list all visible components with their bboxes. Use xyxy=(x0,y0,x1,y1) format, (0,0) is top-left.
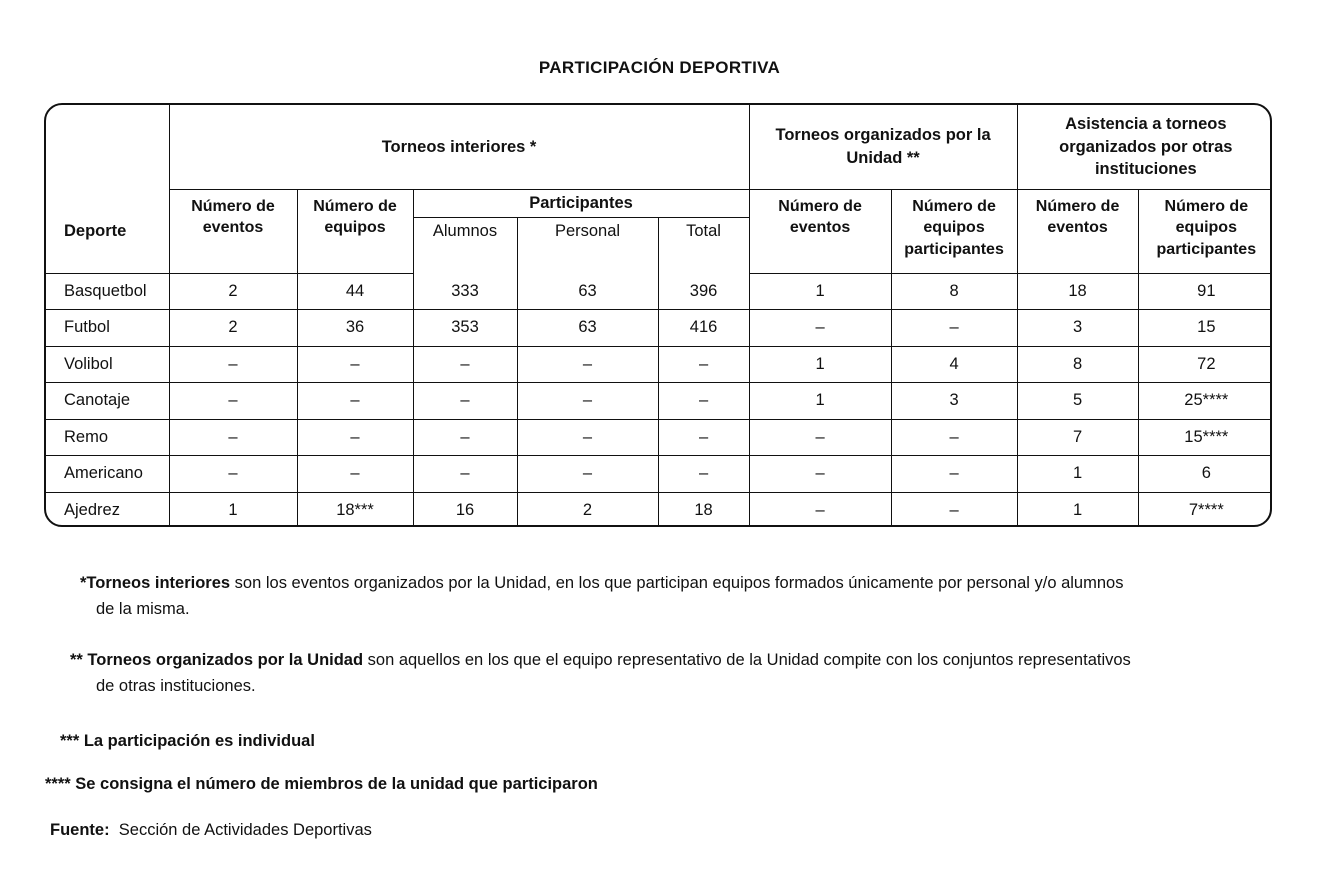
cell-ti-equipos: 36 xyxy=(297,310,413,347)
cell-as-eventos: 5 xyxy=(1017,383,1138,420)
header-asistencia: Asistencia a torneos organizados por otras instituciones xyxy=(1017,105,1272,189)
cell-ti-eventos: 1 xyxy=(169,492,297,527)
header-participantes: Participantes xyxy=(413,189,749,217)
cell-ti-eventos: – xyxy=(169,346,297,383)
cell-tou-equipos: – xyxy=(891,310,1017,347)
cell-personal: – xyxy=(517,456,658,493)
cell-sport: Canotaje xyxy=(46,383,169,420)
cell-personal: – xyxy=(517,419,658,456)
cell-ti-eventos: – xyxy=(169,419,297,456)
cell-tou-equipos: – xyxy=(891,419,1017,456)
cell-total: – xyxy=(658,456,749,493)
cell-as-equipos: 91 xyxy=(1138,273,1272,310)
header-as-numero-eventos: Número de eventos xyxy=(1017,189,1138,273)
footnote-2-continuation: de otras instituciones. xyxy=(96,676,256,695)
table-row xyxy=(46,346,1272,383)
cell-alumnos: – xyxy=(413,383,517,420)
cell-personal: 63 xyxy=(517,273,658,310)
cell-ti-eventos: – xyxy=(169,456,297,493)
table-row xyxy=(46,273,1272,310)
cell-ti-equipos: – xyxy=(297,346,413,383)
cell-tou-equipos: 3 xyxy=(891,383,1017,420)
cell-as-equipos: 7**** xyxy=(1138,492,1272,527)
cell-sport: Remo xyxy=(46,419,169,456)
cell-total: – xyxy=(658,346,749,383)
footnote-4: **** Se consigna el número de miembros de la unidad que participaron xyxy=(45,775,598,793)
cell-as-equipos: 15 xyxy=(1138,310,1272,347)
cell-as-eventos: 7 xyxy=(1017,419,1138,456)
cell-ti-eventos: – xyxy=(169,383,297,420)
cell-tou-eventos: 1 xyxy=(749,273,891,310)
footnote-2 xyxy=(70,648,1265,699)
cell-total: 416 xyxy=(658,310,749,347)
cell-personal: 2 xyxy=(517,492,658,527)
footnote-1-term: *Torneos interiores xyxy=(80,574,231,592)
footnote-2-text: son aquellos en los que el equipo representativo de la Unidad compite con los conjuntos representativos xyxy=(363,651,1131,669)
cell-tou-eventos: – xyxy=(749,310,891,347)
header-torneos-organizados: Torneos organizados por la Unidad ** xyxy=(749,105,1017,189)
cell-as-eventos: 18 xyxy=(1017,273,1138,310)
cell-as-equipos: 15**** xyxy=(1138,419,1272,456)
cell-sport: Americano xyxy=(46,456,169,493)
source-note xyxy=(50,818,1280,844)
footnote-1-continuation: de la misma. xyxy=(96,599,190,618)
header-deporte: Deporte xyxy=(46,105,169,273)
cell-tou-eventos: – xyxy=(749,419,891,456)
cell-as-eventos: 3 xyxy=(1017,310,1138,347)
cell-tou-equipos: 4 xyxy=(891,346,1017,383)
table-row xyxy=(46,419,1272,456)
header-personal: Personal xyxy=(517,217,658,273)
cell-alumnos: – xyxy=(413,346,517,383)
cell-ti-equipos: – xyxy=(297,383,413,420)
cell-total: 396 xyxy=(658,273,749,310)
cell-sport: Ajedrez xyxy=(46,492,169,527)
header-tou-numero-equipos: Número de equipos participantes xyxy=(891,189,1017,273)
cell-sport: Basquetbol xyxy=(46,273,169,310)
cell-sport: Futbol xyxy=(46,310,169,347)
footnote-1 xyxy=(80,571,1265,622)
cell-total: 18 xyxy=(658,492,749,527)
sports-participation-table xyxy=(46,105,1272,527)
table-row xyxy=(46,456,1272,493)
cell-sport: Volibol xyxy=(46,346,169,383)
cell-alumnos: – xyxy=(413,419,517,456)
cell-ti-equipos: – xyxy=(297,456,413,493)
cell-tou-eventos: – xyxy=(749,456,891,493)
cell-tou-equipos: – xyxy=(891,492,1017,527)
header-torneos-interiores: Torneos interiores * xyxy=(169,105,749,189)
cell-as-eventos: 1 xyxy=(1017,456,1138,493)
header-alumnos: Alumnos xyxy=(413,217,517,273)
table-row xyxy=(46,492,1272,527)
table-row xyxy=(46,310,1272,347)
cell-total: – xyxy=(658,383,749,420)
cell-ti-equipos: – xyxy=(297,419,413,456)
footnote-2-term: ** Torneos organizados por la Unidad xyxy=(70,651,364,669)
cell-tou-eventos: 1 xyxy=(749,383,891,420)
cell-ti-equipos: 18*** xyxy=(297,492,413,527)
cell-alumnos: 333 xyxy=(413,273,517,310)
page-title: PARTICIPACIÓN DEPORTIVA xyxy=(538,58,781,77)
cell-ti-eventos: 2 xyxy=(169,273,297,310)
source-text: Sección de Actividades Deportivas xyxy=(109,821,372,839)
cell-tou-eventos: 1 xyxy=(749,346,891,383)
sports-table-frame xyxy=(44,103,1272,527)
cell-personal: 63 xyxy=(517,310,658,347)
cell-as-eventos: 8 xyxy=(1017,346,1138,383)
cell-as-equipos: 25**** xyxy=(1138,383,1272,420)
footnote-1-text: son los eventos organizados por la Unidad, en los que participan equipos formados únicamente por personal y/o alumnos xyxy=(230,574,1124,592)
cell-as-eventos: 1 xyxy=(1017,492,1138,527)
cell-personal: – xyxy=(517,346,658,383)
header-total: Total xyxy=(658,217,749,273)
cell-personal: – xyxy=(517,383,658,420)
cell-tou-eventos: – xyxy=(749,492,891,527)
cell-as-equipos: 72 xyxy=(1138,346,1272,383)
cell-tou-equipos: 8 xyxy=(891,273,1017,310)
cell-as-equipos: 6 xyxy=(1138,456,1272,493)
header-ti-numero-eventos: Número de eventos xyxy=(169,189,297,273)
cell-alumnos: 16 xyxy=(413,492,517,527)
cell-ti-equipos: 44 xyxy=(297,273,413,310)
cell-alumnos: – xyxy=(413,456,517,493)
header-as-numero-equipos: Número de equipos participantes xyxy=(1138,189,1272,273)
header-ti-numero-equipos: Número de equipos xyxy=(297,189,413,273)
cell-alumnos: 353 xyxy=(413,310,517,347)
cell-tou-equipos: – xyxy=(891,456,1017,493)
footnote-3: *** La participación es individual xyxy=(60,732,315,750)
source-label: Fuente: xyxy=(50,821,110,839)
cell-total: – xyxy=(658,419,749,456)
cell-ti-eventos: 2 xyxy=(169,310,297,347)
header-tou-numero-eventos: Número de eventos xyxy=(749,189,891,273)
table-row xyxy=(46,383,1272,420)
